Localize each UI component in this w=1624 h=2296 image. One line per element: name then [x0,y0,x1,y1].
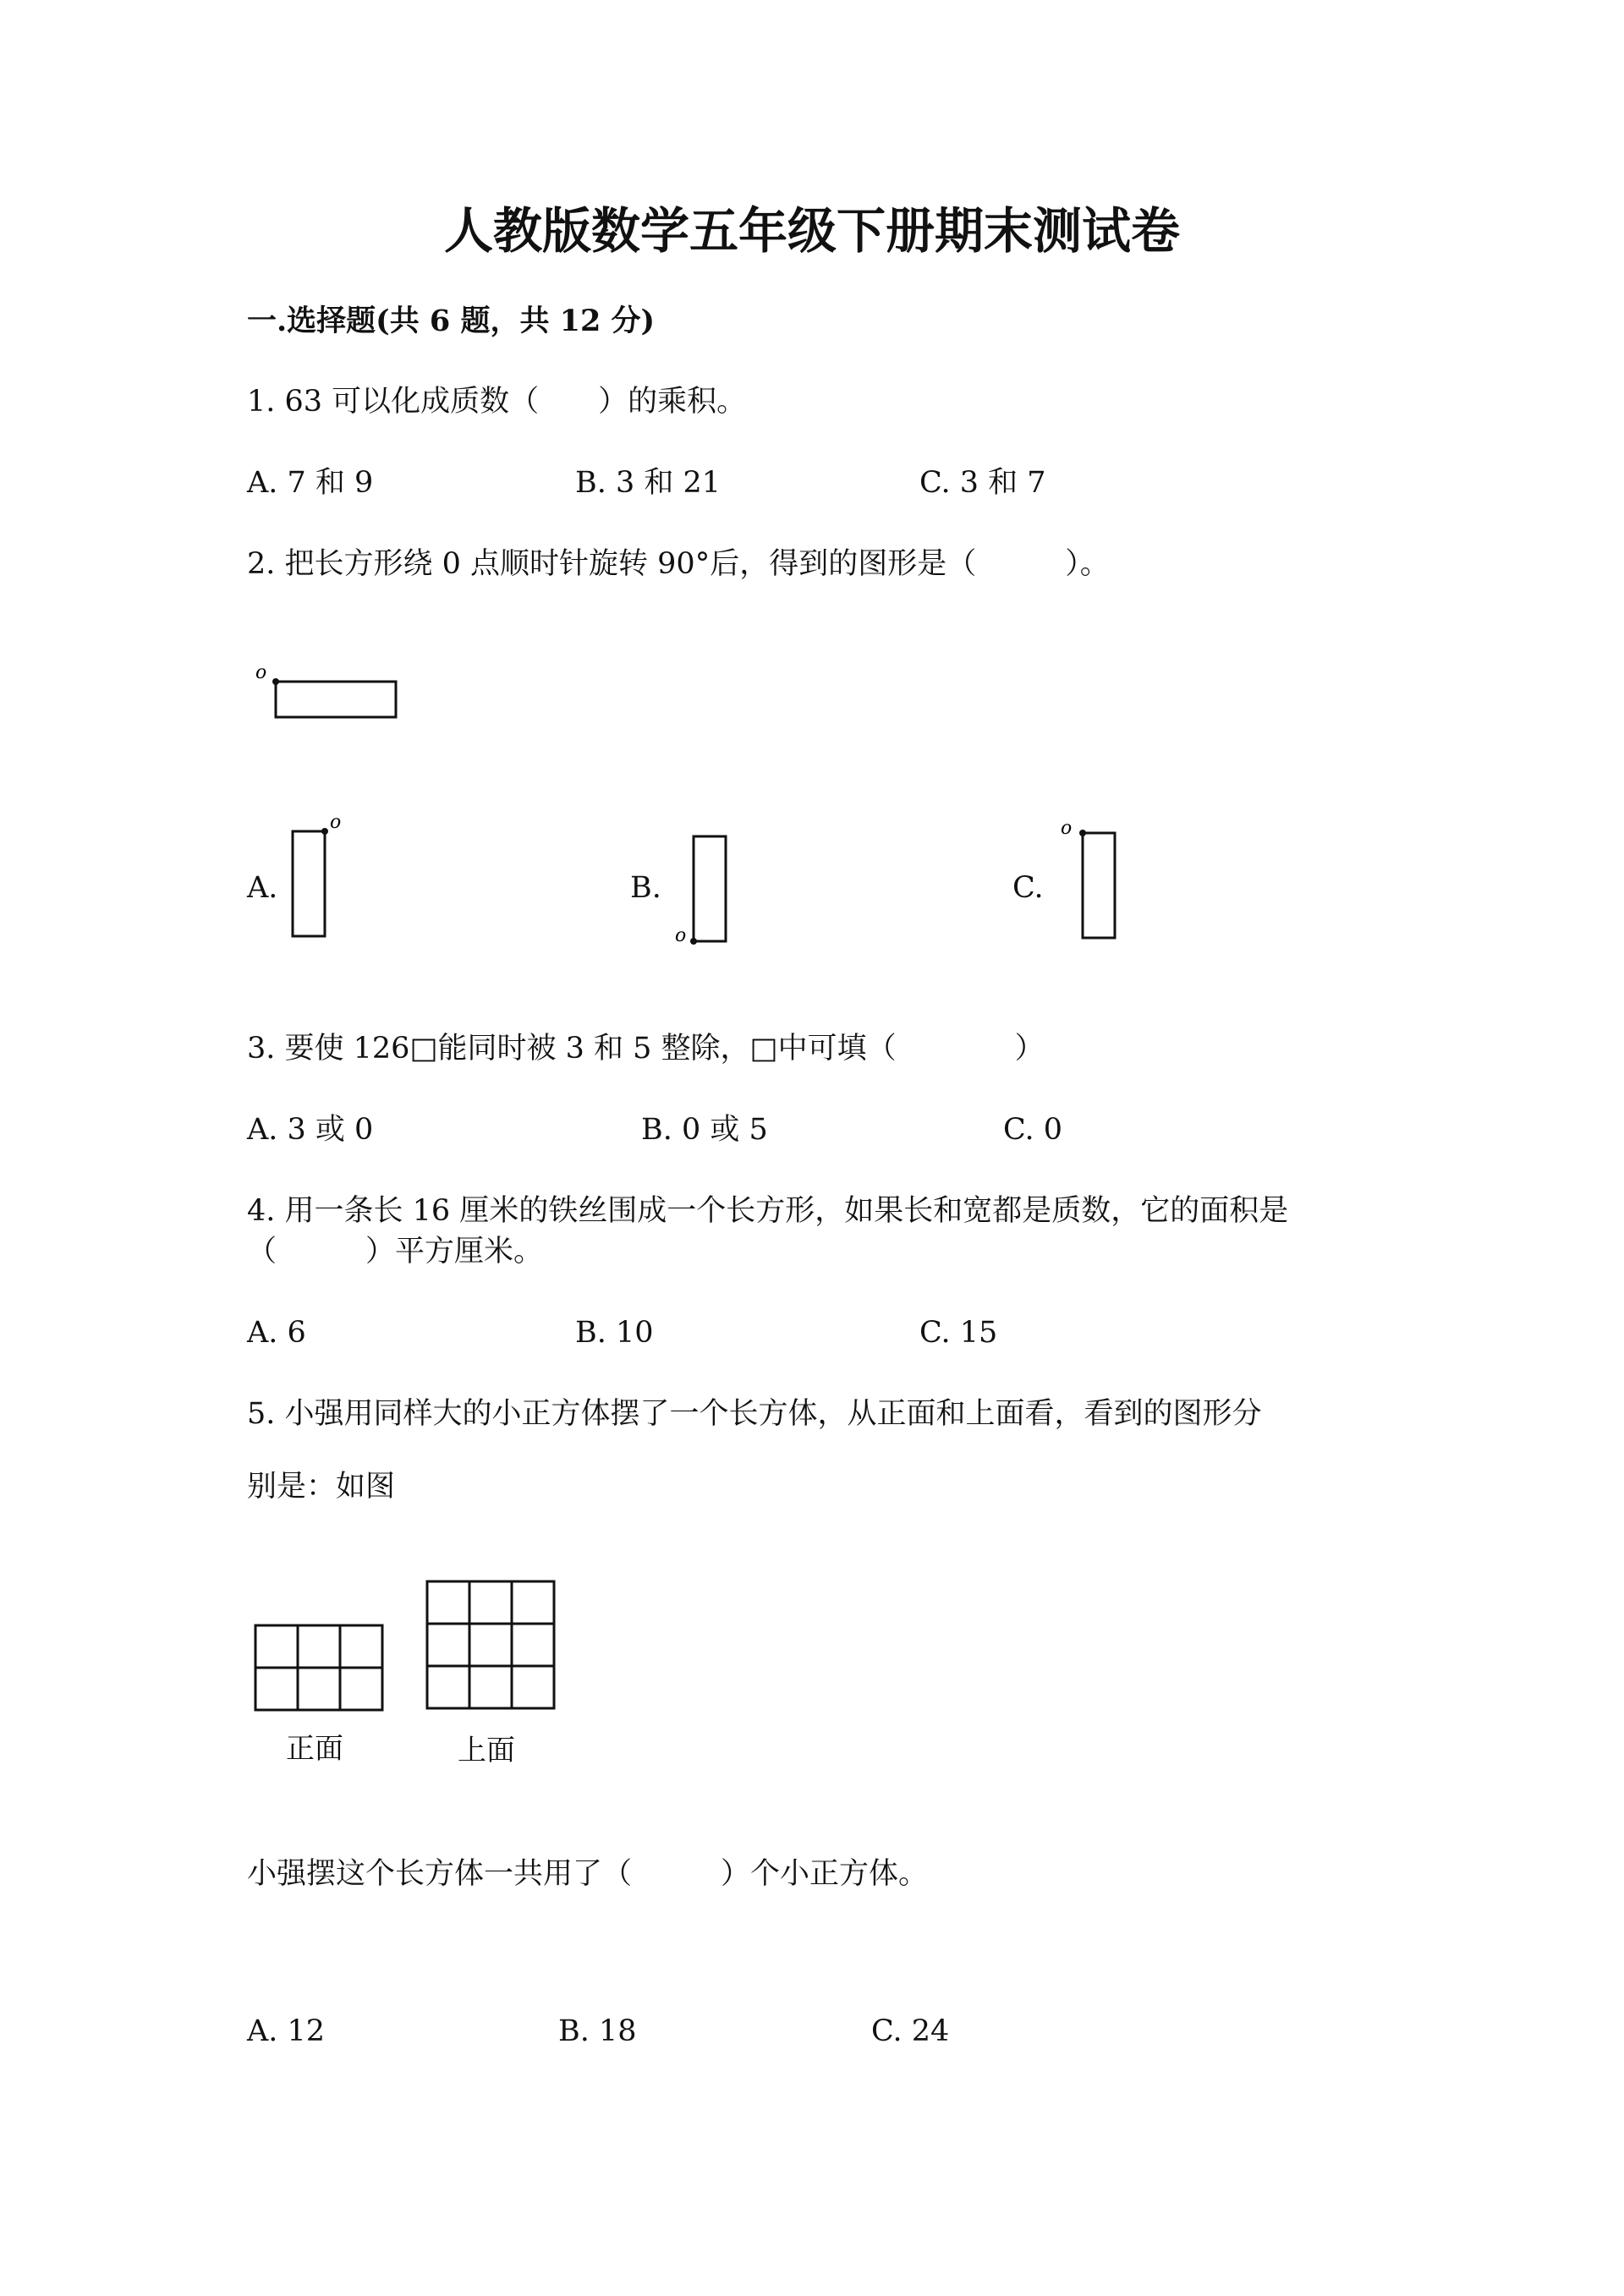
q4-option-b[interactable]: B. 10 [575,1316,654,1350]
option-c-point-o-dot [1079,830,1086,836]
q2-stem: 2. 把长方形绕 0 点顺时针旋转 90°后，得到的图形是（ ）。 [247,547,1110,581]
q1-option-a[interactable]: A. 7 和 9 [247,466,374,500]
q3-option-a[interactable]: A. 3 或 0 [247,1113,374,1147]
q3-option-b[interactable]: B. 0 或 5 [641,1113,768,1147]
top-view-grid [425,1580,557,1713]
q3-option-c[interactable]: C. 0 [1003,1113,1063,1147]
q2-option-a[interactable]: A. [247,871,278,905]
q5-option-c[interactable]: C. 24 [871,2014,950,2048]
q2-option-c-figure[interactable] [1049,812,1133,947]
q2-option-b[interactable]: B. [630,871,661,905]
option-a-point-o-dot [321,828,328,835]
q5-option-a[interactable]: A. 12 [247,2014,326,2048]
q2-option-a-figure[interactable] [279,808,355,943]
q2-option-c[interactable]: C. [1012,871,1044,905]
original-rectangle [276,682,396,717]
section-heading: 一.选择题(共 6 题，共 12 分) [247,304,656,338]
q4-stem-line1: 4. 用一条长 16 厘米的铁丝围成一个长方形，如果长和宽都是质数，它的面积是 [247,1194,1289,1228]
q2-option-b-figure[interactable] [660,825,744,951]
option-a-rectangle [293,831,325,936]
front-view-grid [254,1624,386,1713]
point-o-label: o [255,662,267,683]
option-b-point-o-dot [690,938,697,945]
q4-stem-line2: （ ）平方厘米。 [247,1235,544,1269]
q5-option-b[interactable]: B. 18 [558,2014,637,2048]
q1-stem: 1. 63 可以化成质数（ ）的乘积。 [247,385,747,419]
q1-option-b[interactable]: B. 3 和 21 [575,466,721,500]
option-b-point-o-label: o [675,925,687,946]
option-a-point-o-label: o [330,812,342,833]
q5-stem-line2: 别是：如图 [247,1470,396,1504]
option-c-point-o-label: o [1061,818,1073,839]
q3-stem: 3. 要使 126□能同时被 3 和 5 整除，□中可填（ ） [247,1032,1045,1066]
q4-option-a[interactable]: A. 6 [247,1316,306,1350]
front-view-label: 正面 [286,1732,343,1766]
q1-option-c[interactable]: C. 3 和 7 [919,466,1046,500]
top-view-label: 上面 [458,1734,515,1767]
option-c-rectangle [1083,833,1115,938]
point-o-dot [272,678,279,685]
q5-question: 小强摆这个长方体一共用了（ ）个小正方体。 [247,1857,929,1891]
option-b-rectangle [694,836,726,941]
q4-option-c[interactable]: C. 15 [919,1316,998,1350]
page-title: 人教版数学五年级下册期末测试卷 [443,202,1180,260]
q2-original-rectangle-figure [245,651,414,719]
q5-stem-line1: 5. 小强用同样大的小正方体摆了一个长方体，从正面和上面看，看到的图形分 [247,1397,1262,1431]
